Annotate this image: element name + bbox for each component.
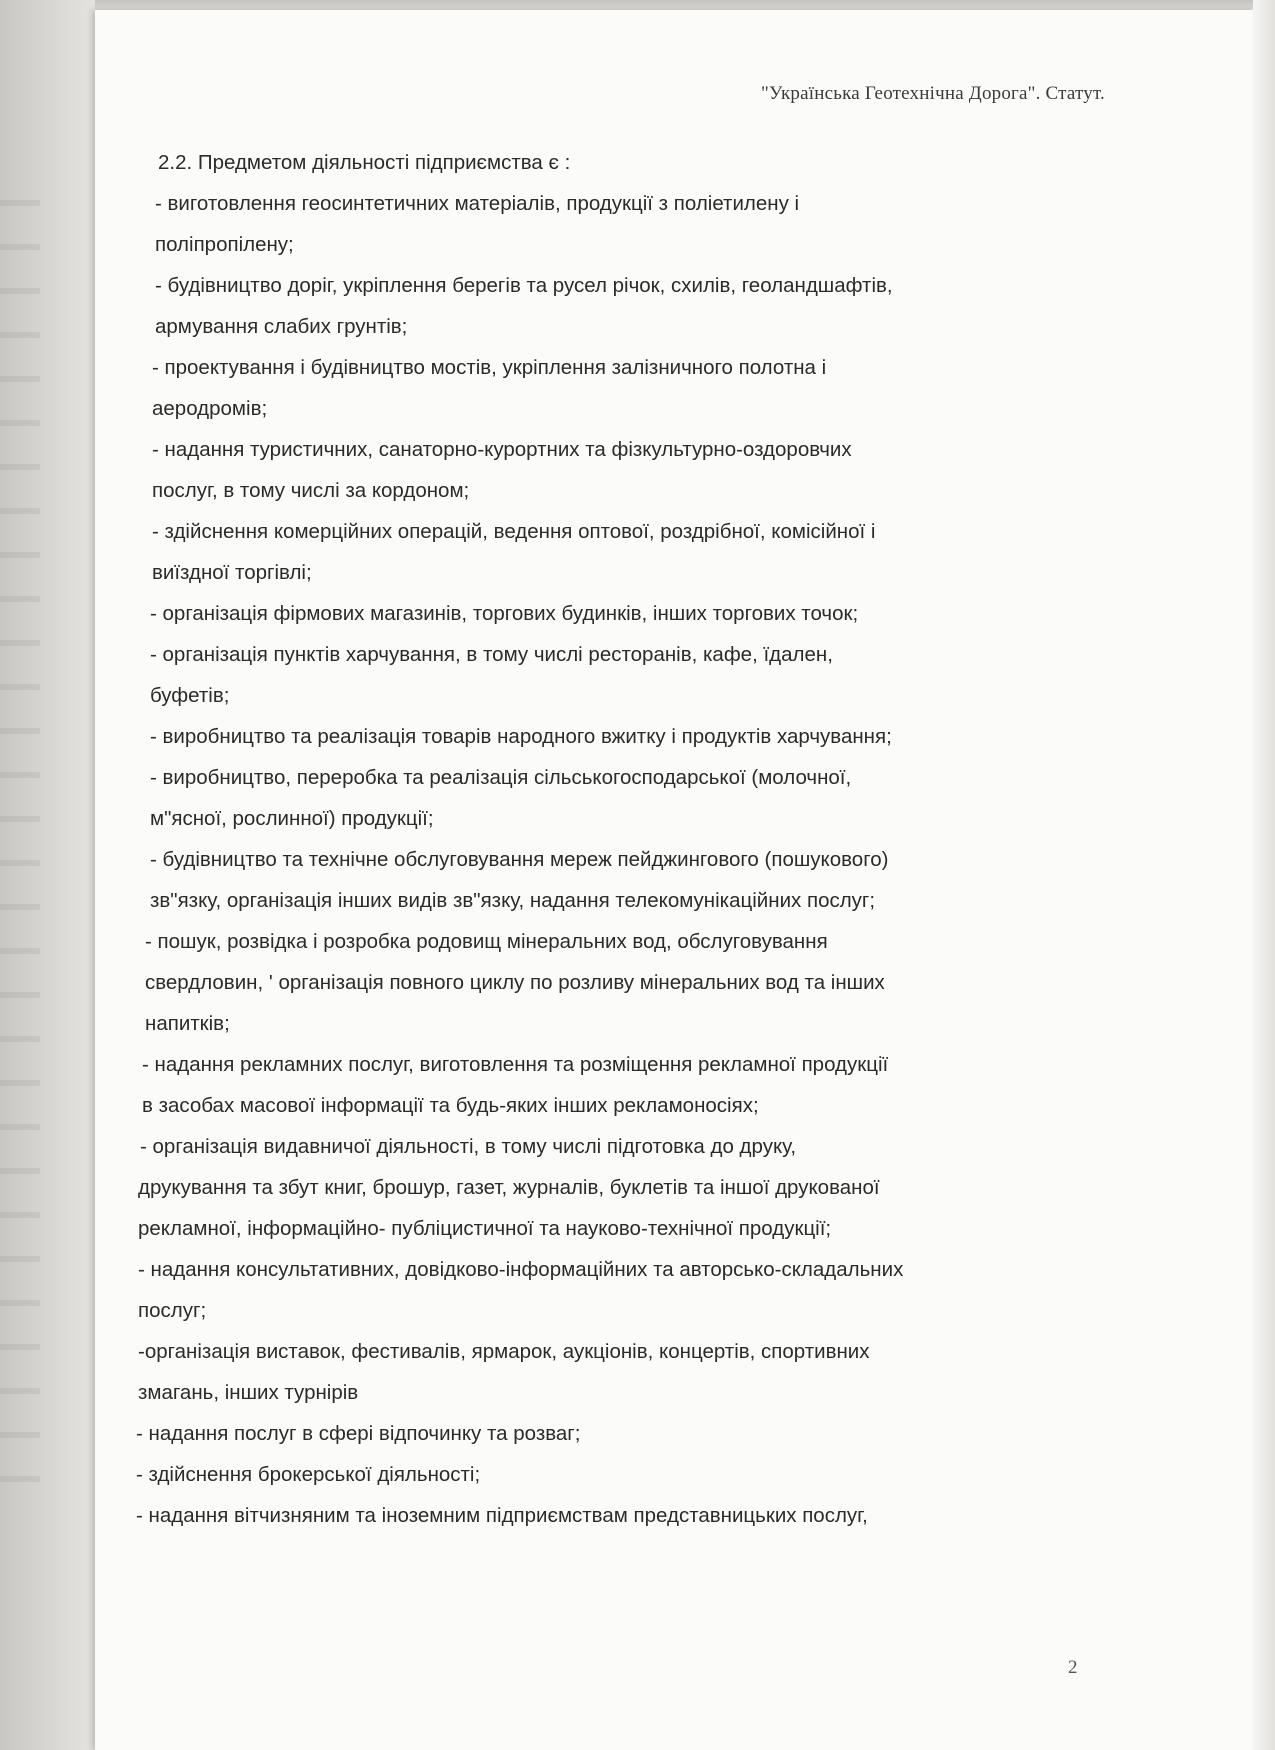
text-line: - організація пунктів харчування, в тому числі ресторанів, кафе, їдален, xyxy=(150,643,833,666)
text-line: - надання вітчизняним та іноземним підприємствам представницьких послуг, xyxy=(136,1504,868,1527)
text-line: напитків; xyxy=(145,1012,230,1035)
text-line: армування слабих грунтів; xyxy=(155,315,408,338)
text-line: - виробництво, переробка та реалізація сільськогосподарської (молочної, xyxy=(150,766,852,789)
text-line: - здійснення брокерської діяльності; xyxy=(136,1463,481,1486)
text-line: аеродромів; xyxy=(152,397,268,420)
text-line: - організація видавничої діяльності, в тому числі підготовка до друку, xyxy=(140,1135,797,1158)
text-line: - виготовлення геосинтетичних матеріалів, продукції з поліетилену і xyxy=(155,192,800,215)
text-line: послуг, в тому числі за кордоном; xyxy=(152,479,470,502)
text-line: в засобах масової інформації та будь-яких інших рекламоносіях; xyxy=(142,1094,759,1117)
text-line: друкування та збут книг, брошур, газет, журналів, буклетів та іншої друкованої xyxy=(138,1176,880,1199)
text-line: - надання консультативних, довідково-інформаційних та авторсько-складальних xyxy=(138,1258,904,1281)
scan-bleed-marks xyxy=(0,200,40,1500)
text-line: рекламної, інформаційно- публіцистичної та науково-технічної продукції; xyxy=(138,1217,832,1240)
text-line: - будівництво доріг, укріплення берегів та русел річок, схилів, геоландшафтів, xyxy=(155,274,893,297)
scan-right-edge xyxy=(1253,0,1275,1750)
text-line: м"ясної, рослинної) продукції; xyxy=(150,807,434,830)
text-line: виїздної торгівлі; xyxy=(152,561,312,584)
text-line: зв"язку, організація інших видів зв"язку, надання телекомунікаційних послуг; xyxy=(150,889,876,912)
text-line: - пошук, розвідка і розробка родовищ мінеральних вод, обслуговування xyxy=(145,930,828,953)
text-line: свердловин, ' організація повного циклу по розливу мінеральних вод та інших xyxy=(145,971,885,994)
text-line: змагань, інших турнірів xyxy=(138,1381,359,1404)
document-body xyxy=(136,142,1100,1536)
text-line: - проектування і будівництво мостів, укріплення залізничного полотна і xyxy=(152,356,827,379)
text-line: 2.2. Предметом діяльності підприємства є : xyxy=(158,151,571,174)
text-line: послуг; xyxy=(138,1299,207,1322)
text-line: поліпропілену; xyxy=(155,233,294,256)
text-line: - надання послуг в сфері відпочинку та розваг; xyxy=(136,1422,581,1445)
text-line: - надання рекламних послуг, виготовлення та розміщення рекламної продукції xyxy=(142,1053,889,1076)
text-line: - виробництво та реалізація товарів народного вжитку і продуктів харчування; xyxy=(150,725,892,748)
text-line: -організація виставок, фестивалів, ярмарок, аукціонів, концертів, спортивних xyxy=(138,1340,870,1363)
page-number: 2 xyxy=(1068,1657,1078,1678)
text-line: - будівництво та технічне обслуговування мереж пейджингового (пошукового) xyxy=(150,848,889,871)
document-header: "Українська Геотехнічна Дорога". Статут. xyxy=(761,83,1105,104)
text-line: - організація фірмових магазинів, торгових будинків, інших торгових точок; xyxy=(150,602,859,625)
text-line: - здійснення комерційних операцій, ведення оптової, роздрібної, комісійної і xyxy=(152,520,876,543)
text-line: буфетів; xyxy=(150,684,230,707)
text-line: - надання туристичних, санаторно-курортних та фізкультурно-оздоровчих xyxy=(152,438,852,461)
